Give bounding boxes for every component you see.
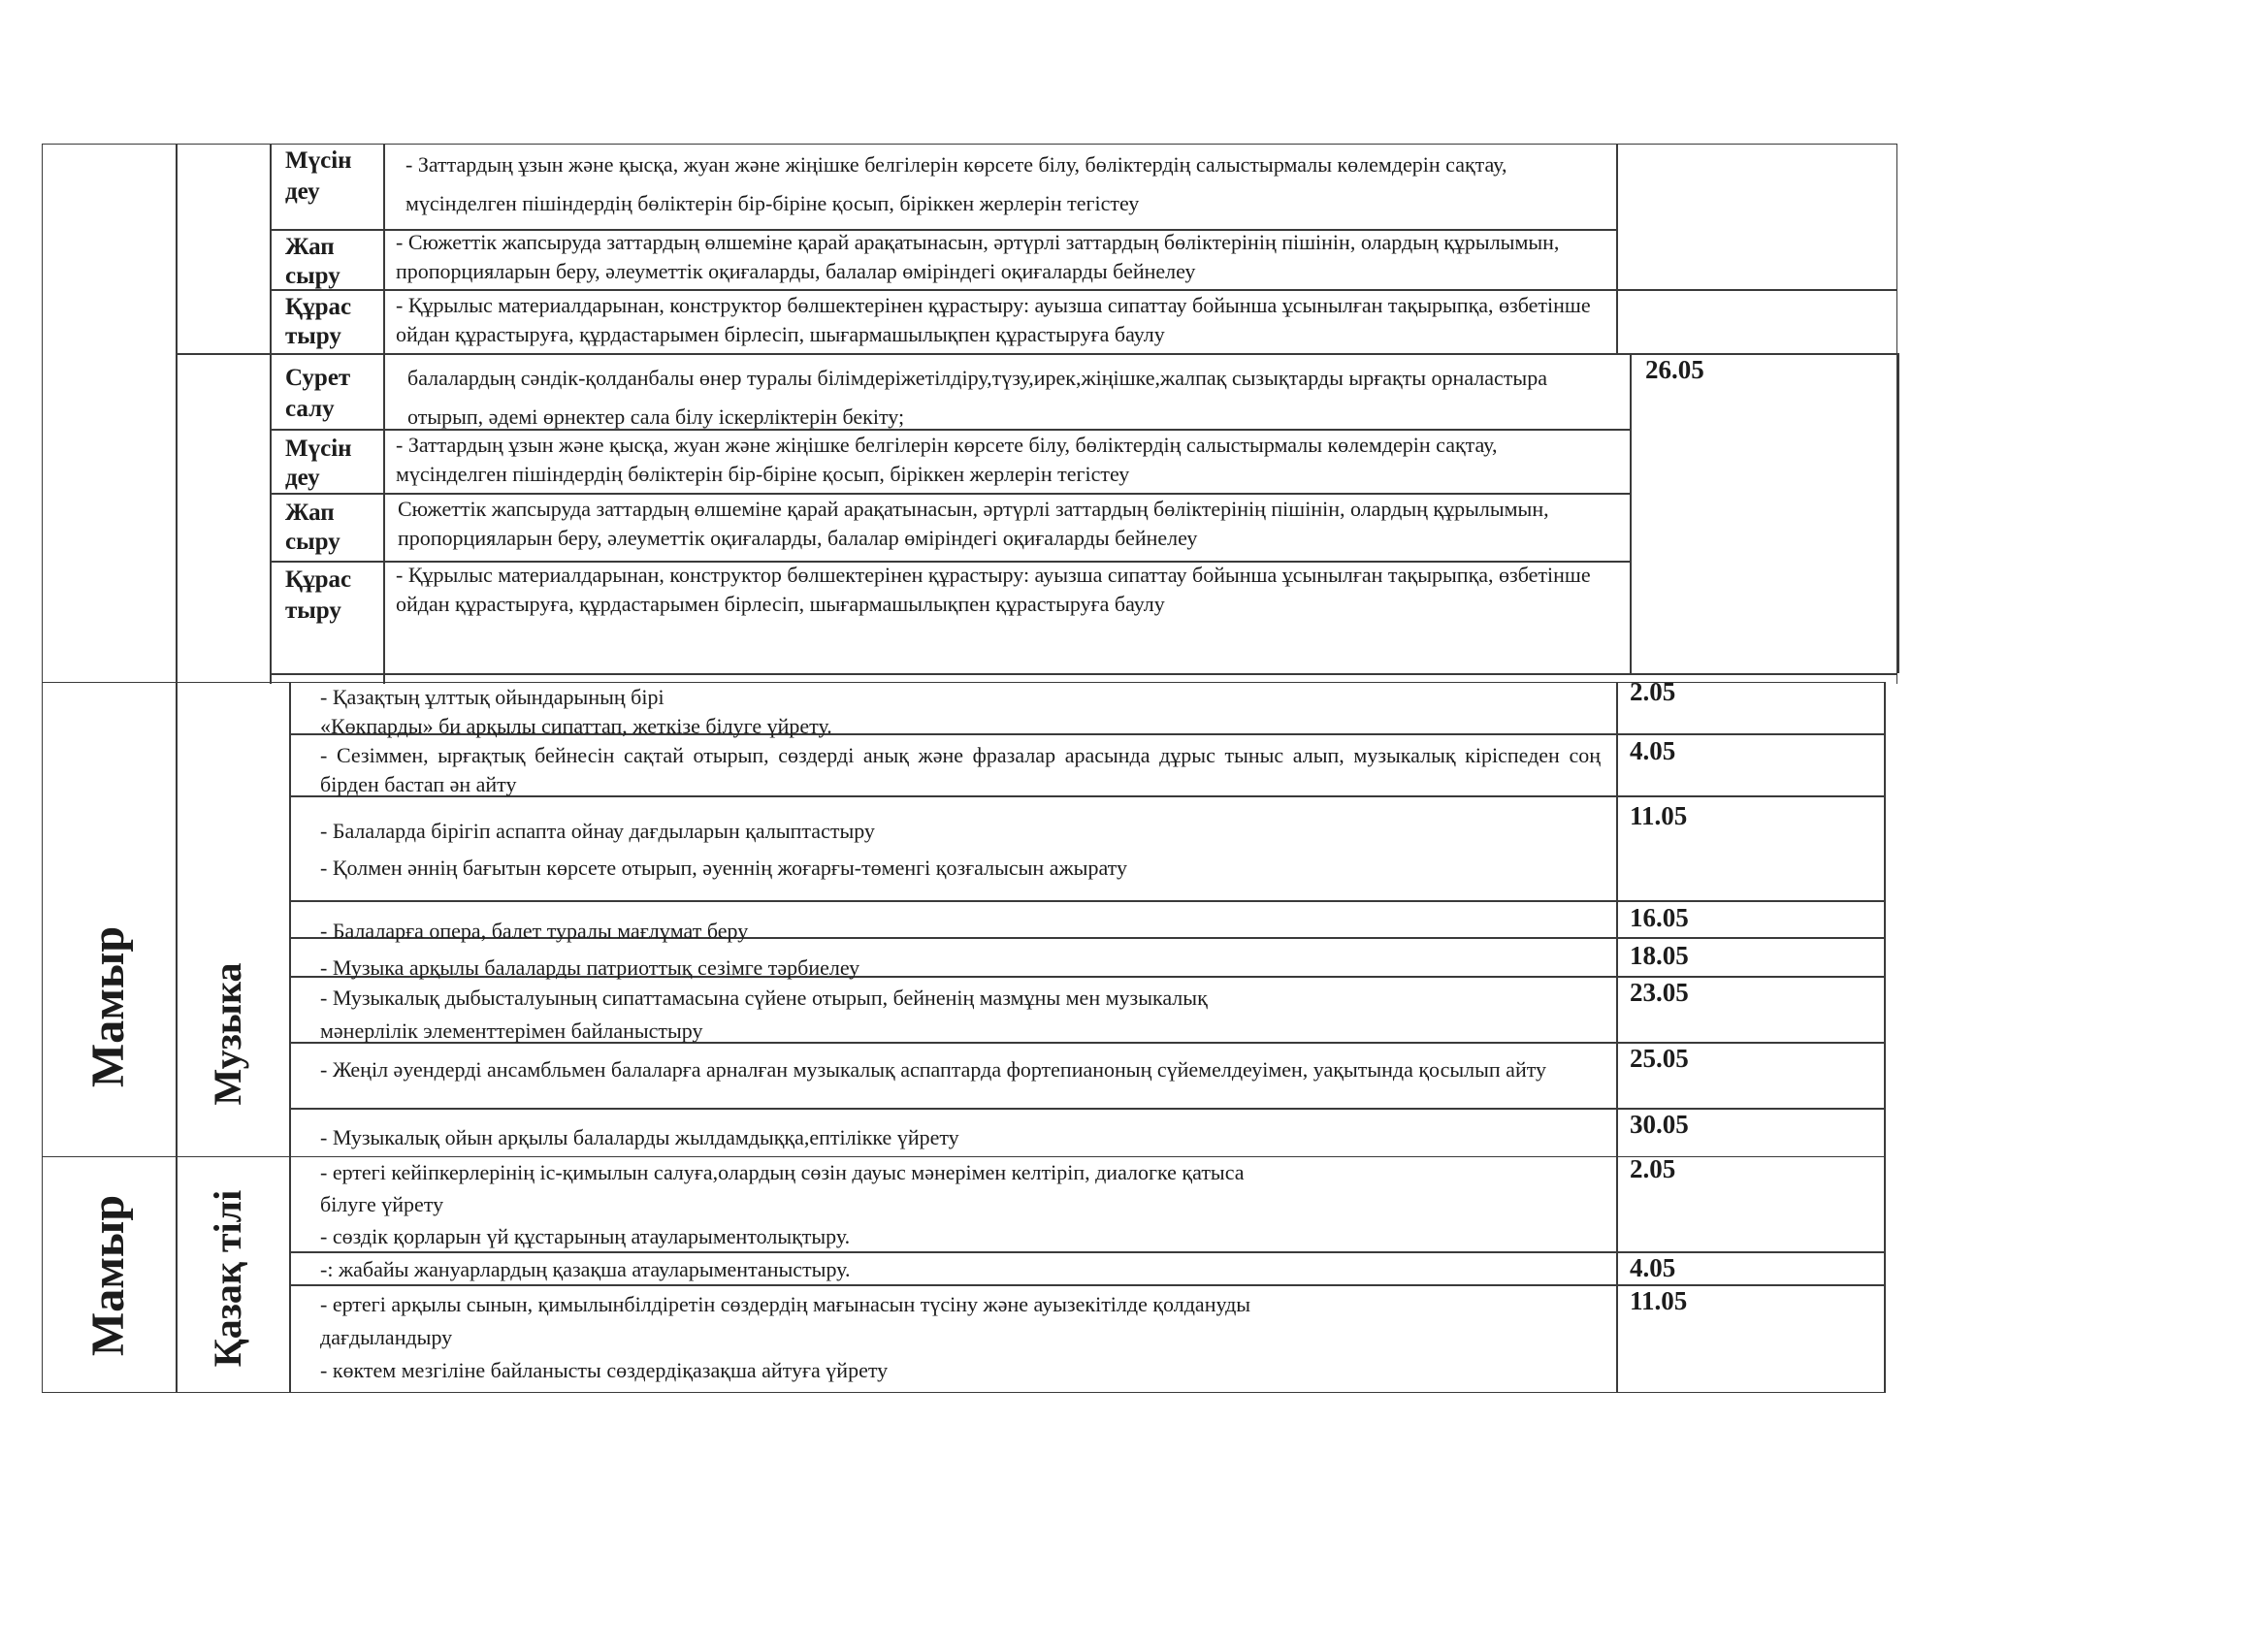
- art2-text-applique: Сюжеттік жапсыруда заттардың өлшеміне қарай арақатынасын, әртүрлі заттардың бөліктерінің пішінін, олардың құрылымын, пропорцияларын беру, әлеуметтік оқиғаларды, балалар өміріндегі оқиғаларды бейнелеу: [398, 497, 1549, 550]
- music-row-date: 11.05: [1630, 801, 1688, 830]
- kazakh-row-date: 4.05: [1630, 1253, 1676, 1282]
- kazakh-row-date: 11.05: [1630, 1286, 1688, 1315]
- music-row-date: 4.05: [1630, 736, 1676, 765]
- music-subject-label: Музыка: [206, 962, 249, 1106]
- music-col-3: [1616, 682, 1618, 1157]
- kazakh-subject-label: Қазақ тілі: [206, 1189, 249, 1368]
- kazakh-row-text: - ертегі арқылы сынын, қимылынбілдіретін сөздердің мағынасын түсіну және ауызекітілде қолдануды дағдыландыру - көктем мезгіліне байланысты сөздердіқазақша айтуға үйрету: [320, 1292, 1251, 1382]
- music-col-1: [176, 682, 178, 1157]
- kazakh-month-label: Мамыр: [82, 1194, 134, 1357]
- art1-label-construct: Құрас тыру: [285, 294, 352, 349]
- block2-right-edge: [1897, 353, 1899, 673]
- art1-text-sculpt: - Заттардың ұзын және қысқа, жуан және жіңішке белгілерін көрсете білу, бөліктердің салыстырмалы көлемдерін сақтау, мүсінделген пішіндердің бөліктерін бір-біріне қосып, біріккен жерлерін тегістеу: [405, 152, 1507, 215]
- music-row-date: 30.05: [1630, 1110, 1689, 1139]
- block2-bottom: [270, 673, 1897, 675]
- art2-text-sculpt: - Заттардың ұзын және қысқа, жуан және жіңішке белгілерін көрсете білу, бөліктердің салыстырмалы көлемдерін сақтау, мүсінделген пішіндердің бөліктерін бір-біріне қосып, біріккен жерлерін тегістеу: [396, 433, 1498, 486]
- art2-label-sculpt: Мүсін деу: [285, 436, 352, 491]
- art1-text-applique: - Сюжеттік жапсыруда заттардың өлшеміне қарай арақатынасын, әртүрлі заттардың бөліктерінің пішінін, олардың құрылымын, пропорцияларын беру, әлеуметтік оқиғаларды, балалар өміріндегі оқиғаларды бейнелеу: [396, 230, 1560, 283]
- music-row-date: 23.05: [1630, 978, 1689, 1007]
- art1-label-applique: Жап сыру: [285, 234, 340, 289]
- kazakh-col-1: [176, 1156, 178, 1393]
- music-row-text: - Балаларда бірігіп аспапта ойнау дағдыларын қалыптастыру - Қолмен әннің бағытын көрсете отырып, әуеннің жоғарғы-төменгі қозғалысын ажырату: [320, 819, 1127, 880]
- col-divider-1: [176, 144, 178, 684]
- music-row-text: - Жеңіл әуендерді ансамбльмен балаларға арналған музыкалық аспаптарда фортепианоның сүйемелдеуімен, уақытында қосылып айту: [320, 1057, 1547, 1082]
- music-row-text: - Музыка арқылы балаларды патриоттық сезімге тәрбиелеу: [320, 955, 860, 980]
- music-row-date: 25.05: [1630, 1044, 1689, 1073]
- kazakh-row-text: -: жабайы жануарлардың қазақша атауларыментаныстыру.: [320, 1257, 851, 1281]
- music-row-date: 2.05: [1630, 677, 1676, 706]
- music-row-text: - Музыкалық ойын арқылы балаларды жылдамдыққа,ептілікке үйрету: [320, 1125, 959, 1149]
- music-row-line: [289, 900, 1885, 902]
- art2-label-construct: Құрас тыру: [285, 566, 352, 624]
- music-row-text: - Балаларға опера, балет туралы мағлұмат беру: [320, 919, 749, 943]
- art1-text-construct: - Құрылыс материалдарынан, конструктор бөлшектерінен құрастыру: ауызша сипаттау бойынша ұсынылған тақырыпқа, өзбетінше ойдан құрастыруға, құрдастарымен бірлесіп, шығармашылықпен құрастыруға баулу: [396, 293, 1591, 346]
- art2-label-draw: Сурет салу: [285, 365, 351, 422]
- kazakh-col-2: [289, 1156, 291, 1393]
- row-divider-c: [176, 353, 1897, 355]
- music-row-text: - Музыкалық дыбысталуының сипаттамасына сүйене отырып, бейненің мазмұны мен музыкалық мәнерлілік элементтерімен байланыстыру: [320, 986, 1208, 1043]
- col-divider-3: [383, 144, 385, 684]
- music-row-text: - Қазақтың ұлттық ойындарының бірі «Көкпарды» би арқылы сипаттап, жеткізе білуге үйрету.: [320, 685, 832, 738]
- music-row-date: 18.05: [1630, 941, 1689, 970]
- art1-label-sculpt: Мүсін деу: [285, 147, 352, 205]
- kazakh-col-4: [1884, 1156, 1886, 1393]
- art2-text-draw: балалардың сәндік-қолданбалы өнер туралы білімдеріжетілдіру,түзу,ирек,жіңішке,жалпақ сызықтарды ырғақты орналастыра отырып, әдемі өрнектер сала білу іскерліктерін бекіту;: [407, 366, 1547, 429]
- art2-label-applique: Жап сыру: [285, 500, 340, 555]
- music-row-text: - Сезіммен, ырғақтық бейнесін сақтай отырып, сөздерді анық және фразалар арасында дұрыс тыныс алып, музыкалық кіріспеден соң бірден бастап ән айту: [320, 743, 1601, 796]
- block2-date-col: [1630, 353, 1632, 673]
- music-col-4: [1884, 682, 1886, 1157]
- music-col-2: [289, 682, 291, 1157]
- music-row-date: 16.05: [1630, 903, 1689, 932]
- music-month-label: Мамыр: [82, 925, 134, 1088]
- kazakh-row-text: - ертегі кейіпкерлерінің іс-қимылын салуға,олардың сөзін дауыс мәнерімен келтіріп, диалогке қатыса білуге үйрету - сөздік қорларын үй құстарының атауларыментолықтыру.: [320, 1160, 1245, 1248]
- col-divider-2: [270, 144, 272, 684]
- art2-text-construct: - Құрылыс материалдарынан, конструктор бөлшектерінен құрастыру: ауызша сипаттау бойынша ұсынылған тақырыпқа, өзбетінше ойдан құрастыруға, құрдастарымен бірлесіп, шығармашылықпен құрастыруға баулу: [396, 563, 1591, 616]
- kazakh-col-3: [1616, 1156, 1618, 1393]
- art2-date: 26.05: [1645, 355, 1704, 384]
- kazakh-row-date: 2.05: [1630, 1154, 1676, 1183]
- col-divider-4: [1616, 144, 1618, 353]
